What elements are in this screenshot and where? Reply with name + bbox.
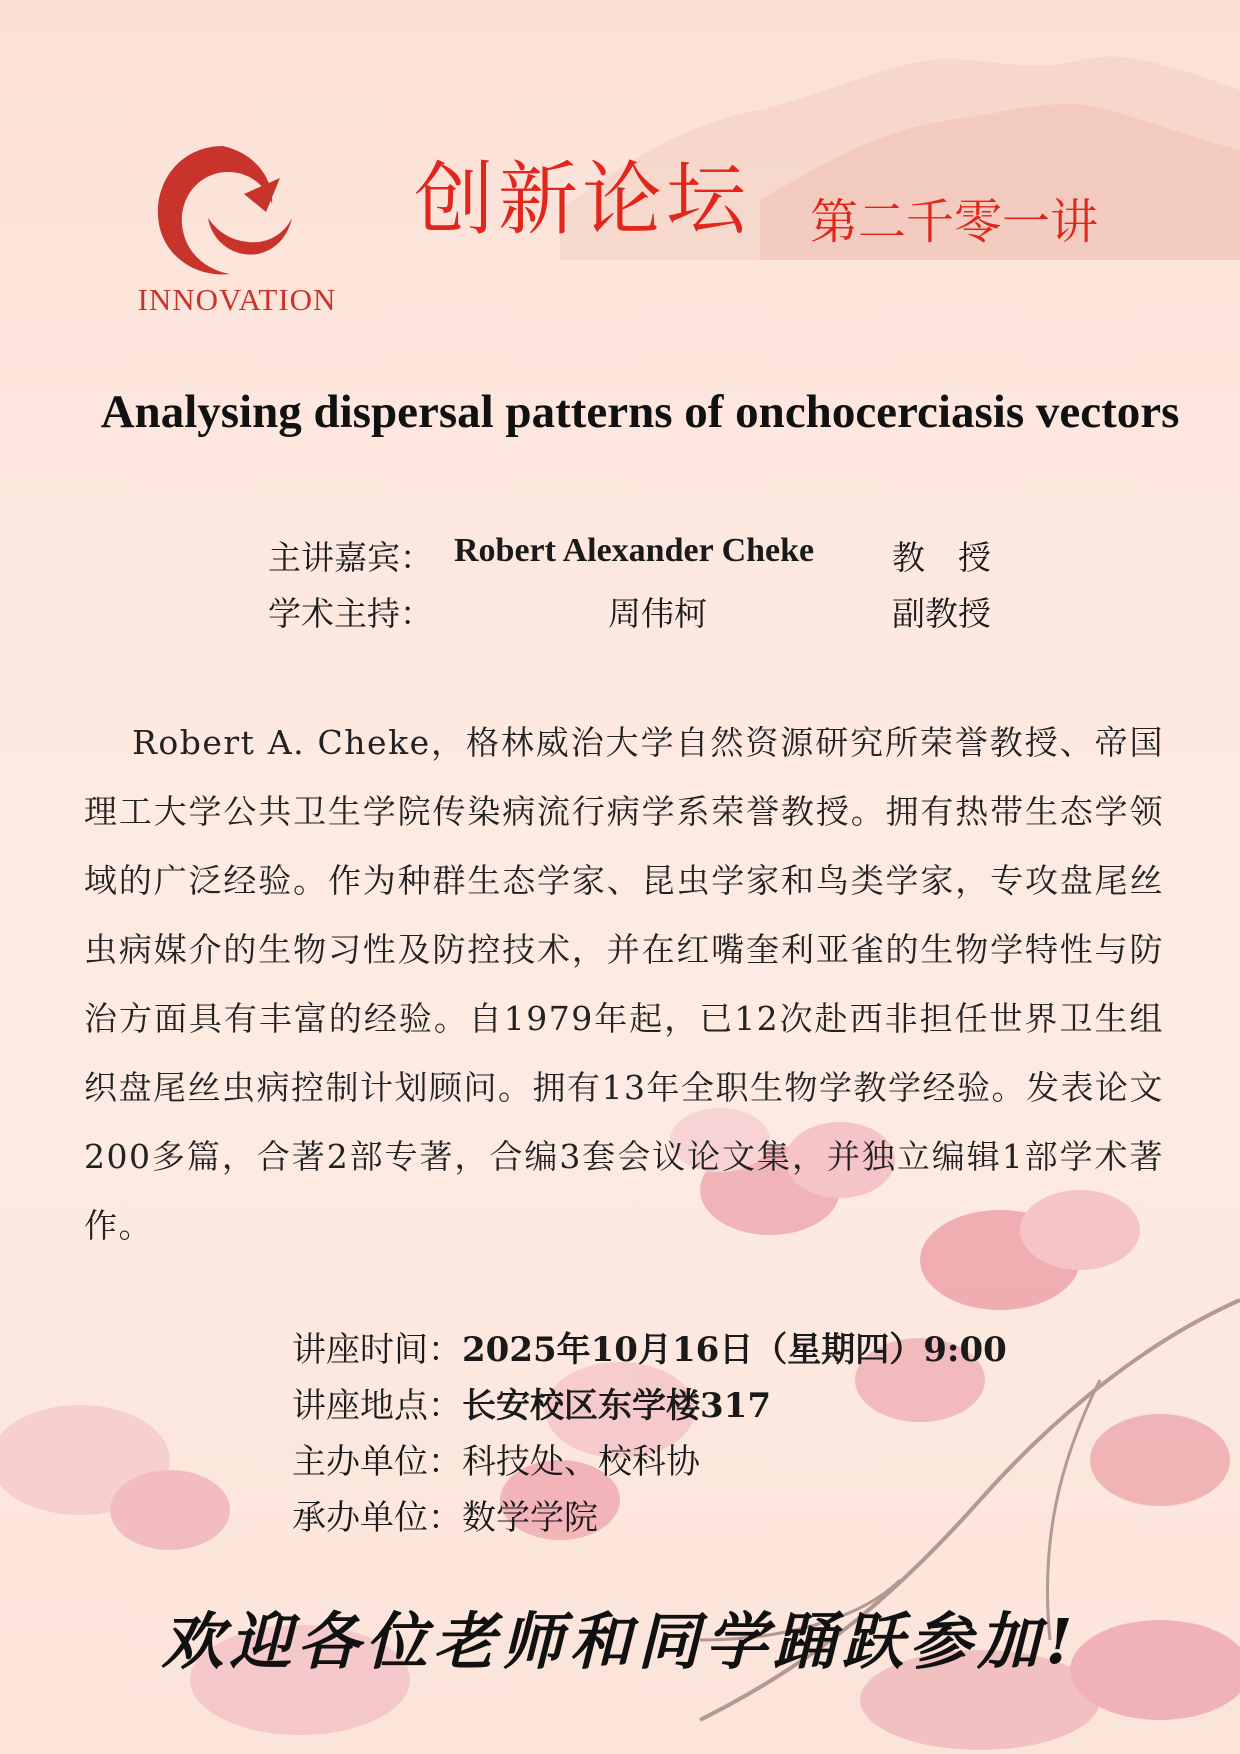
innovation-logo bbox=[118, 138, 348, 318]
logo-text: INNOVATION bbox=[137, 282, 337, 317]
lecture-info bbox=[292, 1322, 1007, 1546]
time-value: 2025年10月16日（星期四）9:00 bbox=[462, 1330, 1007, 1370]
host-org-label: 主办单位： bbox=[292, 1442, 462, 1482]
organizer-value: 数学学院 bbox=[462, 1498, 598, 1538]
talk-title: Analysing dispersal patterns of onchocerciasis vectors bbox=[100, 386, 1180, 438]
host-role: 副教授 bbox=[892, 594, 991, 633]
speaker-name: Robert Alexander Cheke bbox=[454, 532, 815, 569]
organizer-row bbox=[292, 1490, 1007, 1546]
host-org-value: 科技处、校科协 bbox=[462, 1442, 700, 1482]
place-value: 长安校区东学楼317 bbox=[462, 1386, 771, 1426]
speaker-bio: Robert A. Cheke，格林威治大学自然资源研究所荣誉教授、帝国理工大学公共卫生学院传染病流行病学系荣誉教授。拥有热带生态学领域的广泛经验。作为种群生态学家、昆虫学家和鸟类学家，专攻盘尾丝虫病媒介的生物习性及防控技术，并在红嘴奎利亚雀的生物学特性与防治方面具有丰富的经验。自1979年起，已12次赴西非担任世界卫生组织盘尾丝虫病控制计划顾问。拥有13年全职生物学教学经验。发表论文200多篇，合著2部专著，合编3套会议论文集，并独立编辑1部学术著作。 bbox=[84, 723, 1164, 1245]
time-row bbox=[292, 1322, 1007, 1378]
forum-title: 创新论坛 bbox=[414, 153, 750, 246]
lecture-number: 第二千零一讲 bbox=[810, 194, 1099, 250]
place-row bbox=[292, 1378, 1007, 1434]
organizer-label: 承办单位： bbox=[292, 1498, 462, 1538]
speaker-role: 教 授 bbox=[892, 538, 991, 577]
host-row bbox=[268, 588, 1028, 644]
time-label: 讲座时间： bbox=[292, 1330, 462, 1370]
host-name: 周伟柯 bbox=[608, 594, 707, 633]
welcome-message: 欢迎各位老师和同学踊跃参加! bbox=[161, 1605, 1079, 1678]
speaker-label: 主讲嘉宾： bbox=[268, 538, 433, 577]
host-label: 学术主持： bbox=[268, 594, 433, 633]
place-label: 讲座地点： bbox=[292, 1386, 462, 1426]
swirl-logo-icon bbox=[148, 138, 298, 283]
people-section bbox=[268, 532, 1028, 644]
speaker-row bbox=[268, 532, 1028, 588]
host-org-row bbox=[292, 1434, 1007, 1490]
